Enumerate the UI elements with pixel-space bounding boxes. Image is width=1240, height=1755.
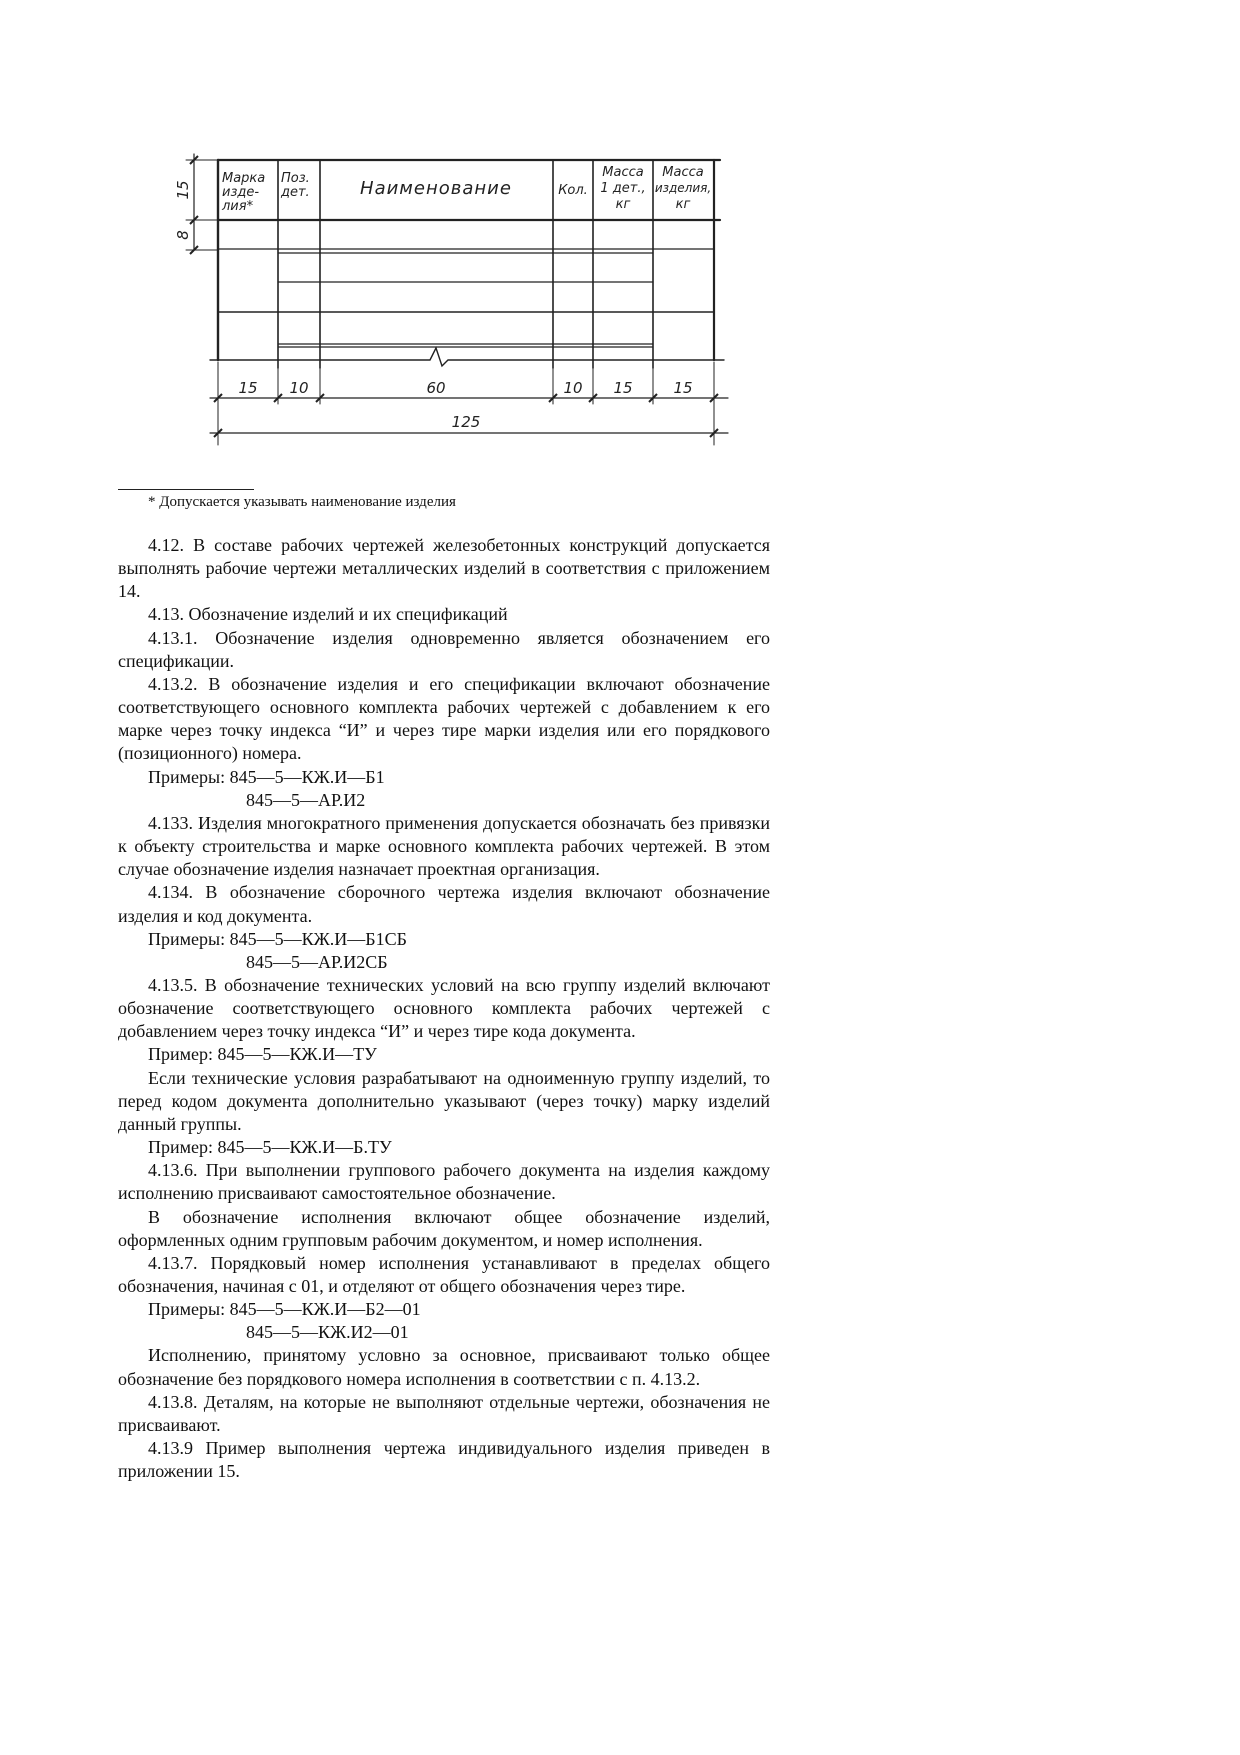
paragraph-4-13-2: 4.13.2. В обозначение изделия и его спецификации включают обозначение соответствующего основного комплекта рабочих чертежей с добавлением к его марке через точку индекса “И” и через тире марки изделия или его порядкового (позиционного) номера. xyxy=(118,673,770,764)
paragraph-4-13-8: 4.13.8. Деталям, на которые не выполняют отдельные чертежи, обозначения не присваивают. xyxy=(118,1391,770,1435)
header-mass-item-line1: Масса xyxy=(662,165,704,180)
paragraph-4-13-4: 4.134. В обозначение сборочного чертежа изделия включают обозначение изделия и код документа. xyxy=(118,882,770,926)
example-line: Примеры: 845—5—КЖ.И—Б1 xyxy=(148,766,385,787)
dim-mark: 15 xyxy=(238,379,258,397)
header-name: Наименование xyxy=(360,178,512,199)
header-mass-part-line3: кг xyxy=(615,197,631,212)
header-mark-line1: Марка xyxy=(222,171,266,186)
example-line: 845—5—АР.И2 xyxy=(246,789,366,810)
example-line: Пример: 845—5—КЖ.И—Б.ТУ xyxy=(148,1137,392,1158)
paragraph-main-execution: Исполнению, принятому условно за основное, присваивают только общее обозначение без порядкового номера исполнения в соответствии с п. 4.13.2. xyxy=(118,1345,770,1389)
header-mass-item-line2: изделия, xyxy=(654,181,712,195)
dim-pos: 10 xyxy=(289,379,309,397)
paragraph-4-12: 4.12. В составе рабочих чертежей железобетонных конструкций допускается выполнять рабочие чертежи металлических изделий в соответствия с приложением 14. xyxy=(118,535,770,602)
paragraph-4-13-5: 4.13.5. В обозначение технических условий на всю группу изделий включают обозначение соответствующего основного комплекта рабочих чертежей с добавлением через точку индекса “И” и через тире кода документа. xyxy=(118,974,770,1042)
header-pos-line2: дет. xyxy=(281,185,310,200)
paragraph-4-13-heading: 4.13. Обозначение изделий и их спецификаций xyxy=(148,604,508,625)
header-mark-line3: лия* xyxy=(222,199,254,214)
paragraph-4-13-7: 4.13.7. Порядковый номер исполнения устанавливают в пределах общего обозначения, начиная с 01, и отделяют от общего обозначения через тире. xyxy=(118,1252,770,1296)
dim-name: 60 xyxy=(426,379,446,397)
header-pos-line1: Поз. xyxy=(281,171,310,186)
example-line: Примеры: 845—5—КЖ.И—Б2—01 xyxy=(148,1299,421,1320)
header-qty: Кол. xyxy=(558,183,588,198)
example-line: Пример: 845—5—КЖ.И—ТУ xyxy=(148,1044,377,1065)
example-line: 845—5—КЖ.И2—01 xyxy=(246,1322,409,1343)
paragraph-4-13-1: 4.13.1. Обозначение изделия одновременно является обозначением его спецификации. xyxy=(118,627,770,671)
paragraph-4-13-3: 4.133. Изделия многократного применения допускается обозначать без привязки к объекту строительства и марке основного комплекта рабочих чертежей. В этом случае обозначение изделия назначает проектная организация. xyxy=(118,812,770,880)
paragraph-4-13-6: 4.13.6. При выполнении группового рабочего документа на изделия каждому исполнению присваивают самостоятельное обозначение. xyxy=(118,1160,770,1204)
paragraph-4-13-9: 4.13.9 Пример выполнения чертежа индивидуального изделия приведен в приложении 15. xyxy=(118,1438,770,1482)
paragraph-tu-group: Если технические условия разрабатывают на одноименную группу изделий, то перед кодом документа дополнительно указывают (через точку) марку изделий данный группы. xyxy=(118,1067,770,1134)
dim-mass-part: 15 xyxy=(613,379,633,397)
document-body xyxy=(118,534,770,1483)
footnote: * Допускается указывать наименование изделия xyxy=(148,494,456,510)
dim-qty: 10 xyxy=(563,379,583,397)
specification-table-drawing xyxy=(160,140,740,460)
dim-total: 125 xyxy=(451,413,481,431)
example-line: 845—5—АР.И2СБ xyxy=(246,951,388,972)
dim-row-height: 8 xyxy=(174,230,192,240)
header-mark-line2: изде- xyxy=(222,185,260,200)
paragraph-execution-designation: В обозначение исполнения включают общее обозначение изделий, оформленных одним групповым рабочим документом, и номер исполнения. xyxy=(118,1206,770,1250)
header-mass-item-line3: кг xyxy=(675,197,691,212)
dim-mass-item: 15 xyxy=(673,379,693,397)
dim-header-height: 15 xyxy=(174,180,192,200)
footnote-separator xyxy=(118,489,254,490)
example-line: Примеры: 845—5—КЖ.И—Б1СБ xyxy=(148,928,407,949)
header-mass-part-line2: 1 дет., xyxy=(600,181,646,196)
header-mass-part-line1: Масса xyxy=(602,165,644,180)
